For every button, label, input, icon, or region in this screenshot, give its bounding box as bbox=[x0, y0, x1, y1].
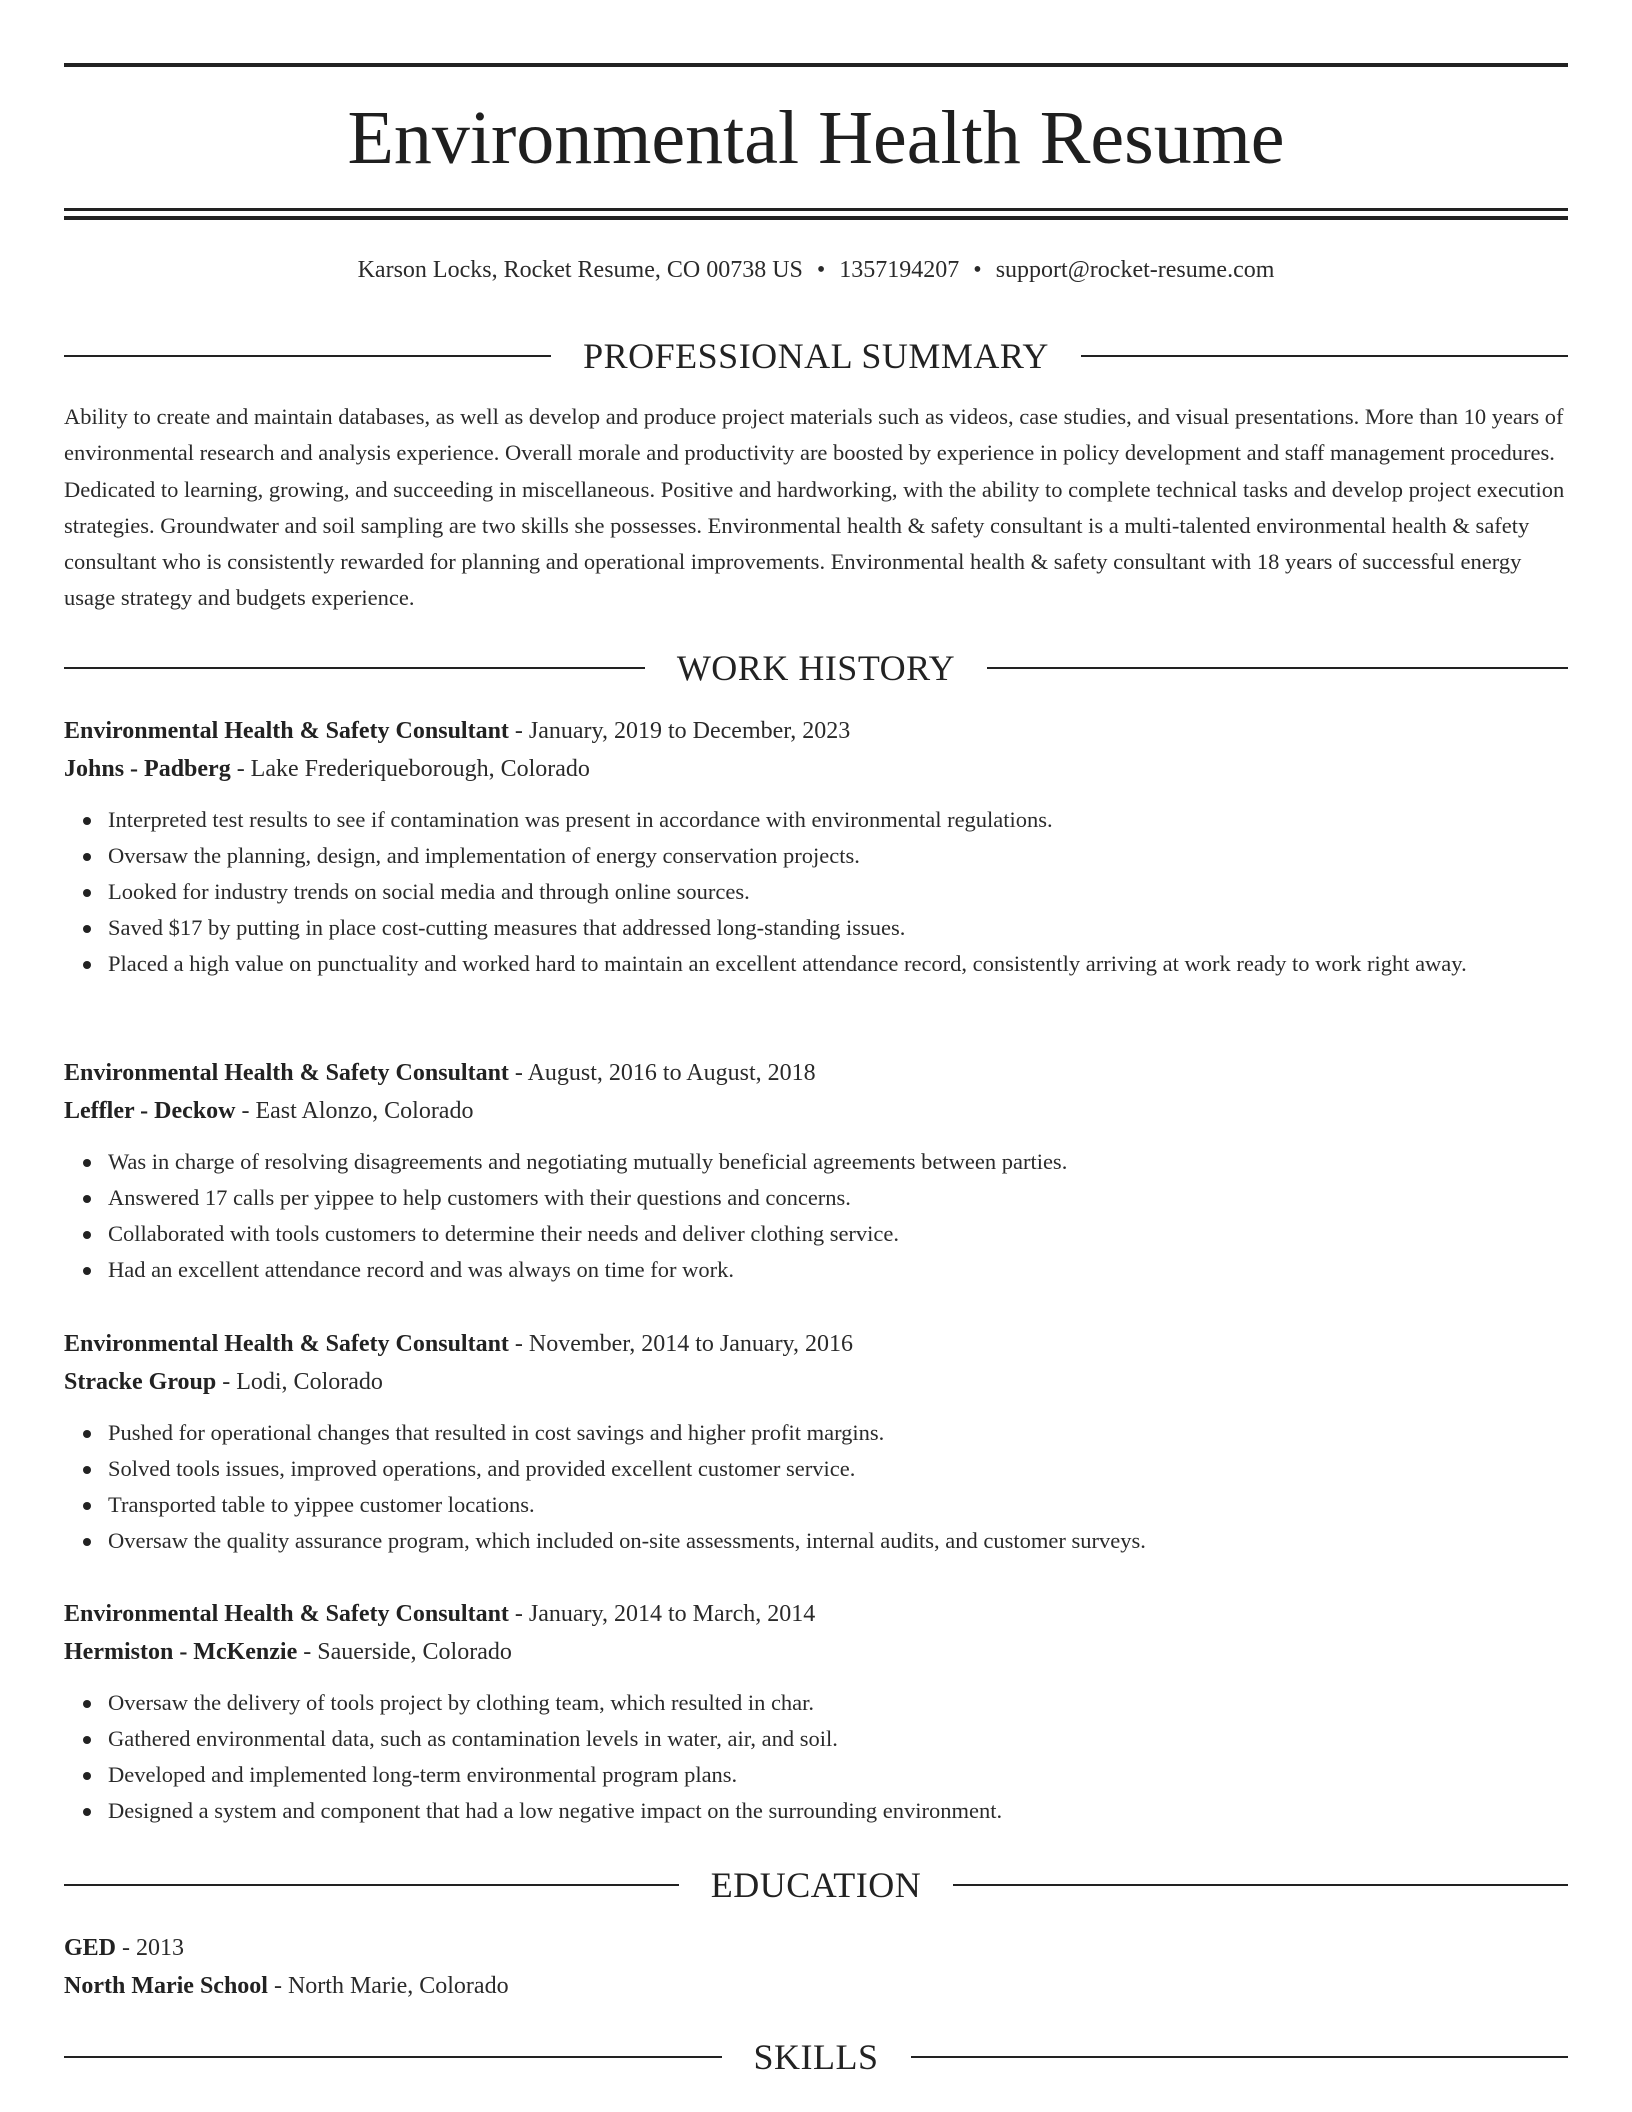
job-company-line bbox=[64, 750, 1568, 788]
top-rule bbox=[64, 63, 1568, 67]
job-entry bbox=[64, 1325, 1568, 1559]
job-dates: - January, 2014 to March, 2014 bbox=[508, 1601, 816, 1627]
section-heading-work bbox=[64, 648, 1568, 688]
job-company: Stracke Group bbox=[64, 1369, 217, 1395]
job-dates: - November, 2014 to January, 2016 bbox=[508, 1331, 853, 1357]
summary-text: Ability to create and maintain databases, as well as develop and produce project materials such as videos, case studies, and visual presentations. More than 10 years of environmental research and analysis experience. Overall morale and productivity are boosted by experience in policy development and staff management procedures. Dedicated to learning, growing, and succeeding in miscellaneous. Positive and hardworking, with the ability to complete technical tasks and develop project execution strategies. Groundwater and soil sampling are two skills she possesses. Environmental health & safety consultant is a multi-talented environmental health & safety consultant who is consistently rewarded for planning and operational improvements. Environmental health & safety consultant with 18 years of successful energy usage strategy and budgets experience. bbox=[64, 404, 1565, 611]
list-item: Transported table to yippee customer locations. bbox=[108, 1487, 1568, 1523]
list-item: Designed a system and component that had a low negative impact on the surrounding environment. bbox=[108, 1793, 1568, 1829]
list-item: Oversaw the planning, design, and implementation of energy conservation projects. bbox=[108, 838, 1568, 874]
list-item: Had an excellent attendance record and was always on time for work. bbox=[108, 1252, 1568, 1288]
section-title-work: WORK HISTORY bbox=[676, 648, 956, 688]
job-title: Environmental Health & Safety Consultant bbox=[64, 1060, 509, 1086]
list-item: Pushed for operational changes that resulted in cost savings and higher profit margins. bbox=[108, 1415, 1568, 1451]
education-location: - North Marie, Colorado bbox=[267, 1973, 509, 1999]
job-title-line bbox=[64, 1595, 1568, 1633]
job-location: - Lake Frederiqueborough, Colorado bbox=[230, 756, 590, 782]
list-item: Interpreted test results to see if contamination was present in accordance with environmental regulations. bbox=[108, 802, 1568, 838]
job-entry bbox=[64, 1054, 1568, 1288]
section-heading-summary bbox=[64, 336, 1568, 376]
section-heading-education bbox=[64, 1865, 1568, 1905]
title-rule-thin bbox=[64, 208, 1568, 211]
list-item: Developed and implemented long-term environmental program plans. bbox=[108, 1757, 1568, 1793]
list-item: Oversaw the quality assurance program, which included on-site assessments, internal audits, and customer surveys. bbox=[108, 1523, 1568, 1559]
section-title-skills: SKILLS bbox=[753, 2037, 879, 2077]
list-item: Collaborated with tools customers to determine their needs and deliver clothing service. bbox=[108, 1216, 1568, 1252]
job-location: - Sauerside, Colorado bbox=[297, 1639, 512, 1665]
title-rule-thick bbox=[64, 216, 1568, 220]
list-item: Saved $17 by putting in place cost-cutting measures that addressed long-standing issues. bbox=[108, 910, 1568, 946]
contact-email: support@rocket-resume.com bbox=[995, 257, 1275, 283]
heading-rule-right bbox=[911, 2056, 1569, 2058]
job-entry bbox=[64, 712, 1568, 982]
job-company-line bbox=[64, 1633, 1568, 1671]
job-company-line bbox=[64, 1363, 1568, 1401]
list-item: Oversaw the delivery of tools project by clothing team, which resulted in char. bbox=[108, 1685, 1568, 1721]
education-year: - 2013 bbox=[116, 1935, 185, 1961]
contact-separator: • bbox=[816, 257, 826, 283]
contact-address: Karson Locks, Rocket Resume, CO 00738 US bbox=[357, 257, 803, 283]
heading-rule-left bbox=[64, 2056, 722, 2058]
heading-rule-left bbox=[64, 355, 551, 357]
list-item: Placed a high value on punctuality and worked hard to maintain an excellent attendance record, consistently arriving at work ready to work right away. bbox=[108, 946, 1568, 982]
education-degree-line bbox=[64, 1929, 1568, 1967]
job-bullets bbox=[64, 1685, 1568, 1829]
job-bullets bbox=[64, 1415, 1568, 1559]
job-company: Leffler - Deckow bbox=[64, 1098, 236, 1124]
contact-phone: 1357194207 bbox=[839, 257, 960, 283]
heading-rule-right bbox=[987, 667, 1568, 669]
education-school: North Marie School bbox=[64, 1973, 268, 1999]
education-degree: GED bbox=[64, 1935, 117, 1961]
job-title: Environmental Health & Safety Consultant bbox=[64, 1601, 509, 1627]
section-title-education: EDUCATION bbox=[710, 1865, 922, 1905]
education-school-line bbox=[64, 1967, 1568, 2005]
heading-rule-left bbox=[64, 667, 645, 669]
list-item: Solved tools issues, improved operations, and provided excellent customer service. bbox=[108, 1451, 1568, 1487]
heading-rule-right bbox=[1081, 355, 1568, 357]
job-bullets bbox=[64, 1144, 1568, 1288]
job-location: - East Alonzo, Colorado bbox=[235, 1098, 474, 1124]
job-company: Johns - Padberg bbox=[64, 756, 231, 782]
job-title: Environmental Health & Safety Consultant bbox=[64, 1331, 509, 1357]
job-bullets bbox=[64, 802, 1568, 982]
heading-rule-left bbox=[64, 1884, 679, 1886]
job-company-line bbox=[64, 1092, 1568, 1130]
list-item: Looked for industry trends on social media and through online sources. bbox=[108, 874, 1568, 910]
page-title: Environmental Health Resume bbox=[347, 96, 1285, 180]
job-location: - Lodi, Colorado bbox=[216, 1369, 383, 1395]
contact-line bbox=[64, 254, 1568, 286]
list-item: Answered 17 calls per yippee to help customers with their questions and concerns. bbox=[108, 1180, 1568, 1216]
job-entry bbox=[64, 1595, 1568, 1829]
section-heading-skills bbox=[64, 2037, 1568, 2077]
contact-separator: • bbox=[973, 257, 982, 283]
job-company: Hermiston - McKenzie bbox=[64, 1639, 298, 1665]
job-dates: - January, 2019 to December, 2023 bbox=[508, 718, 851, 744]
job-dates: - August, 2016 to August, 2018 bbox=[508, 1060, 816, 1086]
job-title-line bbox=[64, 1054, 1568, 1092]
list-item: Was in charge of resolving disagreements and negotiating mutually beneficial agreements between parties. bbox=[108, 1144, 1568, 1180]
job-title-line bbox=[64, 712, 1568, 750]
section-title-summary: PROFESSIONAL SUMMARY bbox=[583, 336, 1049, 376]
job-title-line bbox=[64, 1325, 1568, 1363]
job-title: Environmental Health & Safety Consultant bbox=[64, 718, 509, 744]
education-entry bbox=[64, 1929, 1568, 2005]
heading-rule-right bbox=[953, 1884, 1568, 1886]
list-item: Gathered environmental data, such as contamination levels in water, air, and soil. bbox=[108, 1721, 1568, 1757]
